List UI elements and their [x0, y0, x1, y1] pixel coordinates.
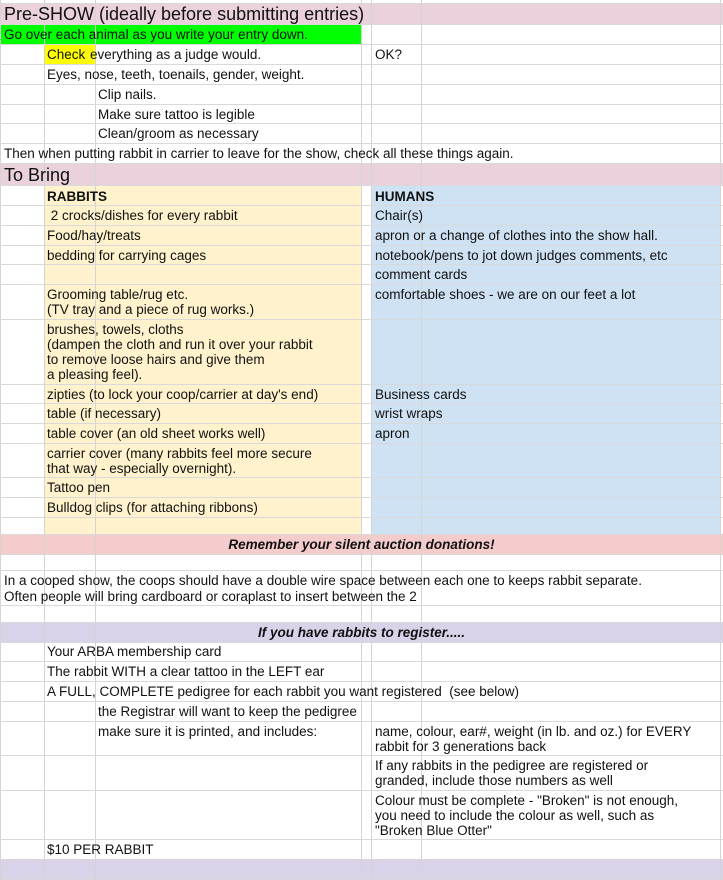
human-item: notebook/pens to jot down judges comments, etc [375, 248, 668, 263]
rabbit-item: Food/hay/treats [47, 228, 141, 243]
cooped-line-2: Often people will bring cardboard or coraplast to insert between the 2 [4, 589, 417, 604]
register-title: If you have rabbits to register..... [257, 625, 466, 640]
clip-item: Clip nails. [98, 87, 157, 102]
auction-reminder: Remember your silent auction donations! [228, 537, 495, 552]
human-item: wrist wraps [375, 406, 443, 421]
ok-label: OK? [375, 47, 403, 62]
check-highlight-text: Check [47, 47, 86, 62]
includes-item-3: Colour must be complete - "Broken" is not enough, you need to include the colour as well, such as "Broken Blue Otter" [375, 793, 678, 838]
check-rest-text: everything as a judge would. [90, 47, 262, 62]
rabbit-item: table (if necessary) [47, 406, 162, 421]
eyes-item: Eyes, nose, teeth, toenails, gender, weight. [47, 67, 305, 82]
rabbits-header: RABBITS [47, 189, 107, 204]
rabbit-item: carrier cover (many rabbits feel more secure that way - especially overnight). [47, 446, 312, 476]
humans-header: HUMANS [375, 189, 435, 204]
human-item: comfortable shoes - we are on our feet a lot [375, 287, 636, 302]
human-item: apron [375, 426, 410, 441]
arba-item: Your ARBA membership card [47, 644, 222, 659]
rabbit-item: brushes, towels, cloths (dampen the cloth and run it over your rabbit to remove loose hairs and give them a pleasing feel). [47, 322, 313, 382]
rabbit-item: Tattoo pen [47, 480, 111, 495]
printed-item: make sure it is printed, and includes: [98, 724, 318, 739]
human-item: Chair(s) [375, 208, 424, 223]
fee-item: $10 PER RABBIT [47, 842, 154, 857]
tobring-title: To Bring [4, 165, 71, 185]
human-item: Business cards [375, 387, 467, 402]
human-item: apron or a change of clothes into the show hall. [375, 228, 658, 243]
includes-item-2: If any rabbits in the pedigree are registered or granded, include those numbers as well [375, 758, 649, 788]
human-item: comment cards [375, 267, 468, 282]
green-note: Go over each animal as you write your entry down. [4, 27, 308, 42]
then-note: Then when putting rabbit in carrier to leave for the show, check all these things again. [4, 146, 514, 161]
rabbit-item: 2 crocks/dishes for every rabbit [47, 208, 238, 223]
rabbit-item: bedding for carrying cages [47, 248, 207, 263]
clean-item: Clean/groom as necessary [98, 126, 259, 141]
preshow-title: Pre-SHOW (ideally before submitting entries) [4, 4, 365, 24]
rabbit-item: table cover (an old sheet works well) [47, 426, 266, 441]
tattoo-left-item: The rabbit WITH a clear tattoo in the LEFT ear [47, 664, 325, 679]
cooped-line-1: In a cooped show, the coops should have a double wire space between each one to keeps rabbit separate. [4, 573, 642, 588]
rabbit-item: zipties (to lock your coop/carrier at day's end) [47, 387, 319, 402]
rabbit-item: Bulldog clips (for attaching ribbons) [47, 500, 258, 515]
pedigree-item: A FULL, COMPLETE pedigree for each rabbit you want registered (see below) [47, 684, 519, 699]
registrar-item: the Registrar will want to keep the pedigree [98, 704, 357, 719]
tattoo-item: Make sure tattoo is legible [98, 107, 255, 122]
includes-item-1: name, colour, ear#, weight (in lb. and oz.) for EVERY rabbit for 3 generations back [375, 724, 692, 754]
rabbit-item: Grooming table/rug etc. (TV tray and a piece of rug works.) [47, 287, 255, 317]
